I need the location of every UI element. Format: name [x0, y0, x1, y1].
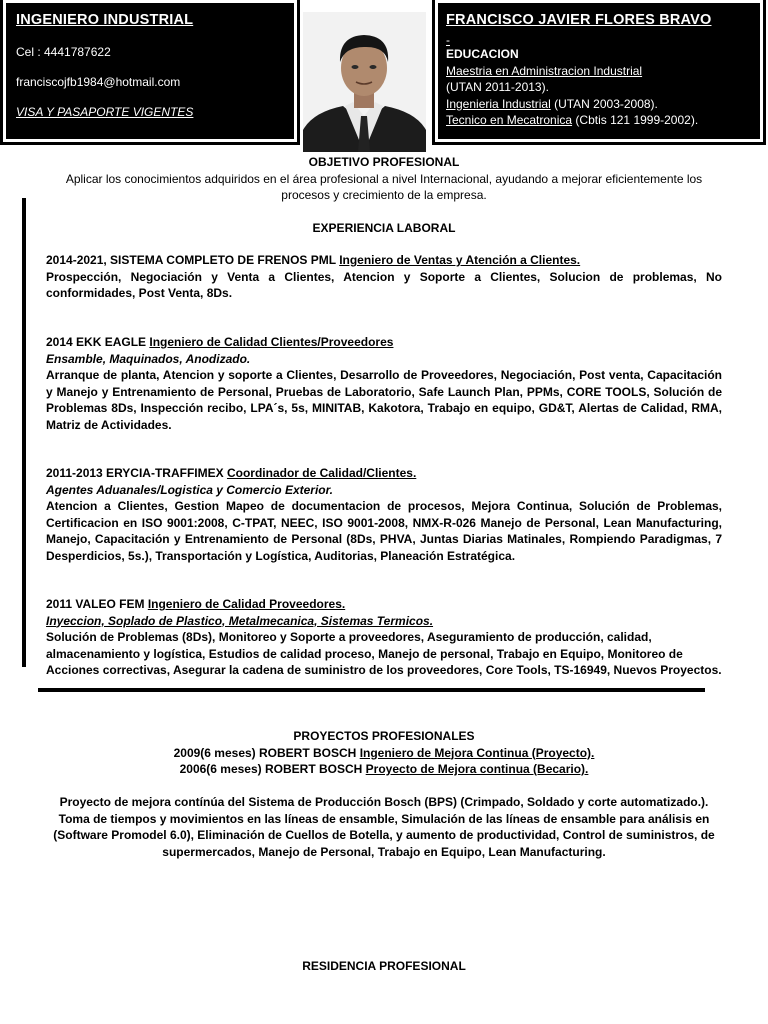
degree-title: Maestria en Administracion Industrial: [446, 63, 643, 78]
education-label: EDUCACION: [446, 47, 519, 61]
project-role: Ingeniero de Mejora Continua (Proyecto).: [359, 745, 595, 760]
job-role: Ingeniero de Calidad Clientes/Proveedores: [149, 335, 394, 349]
residence-heading: RESIDENCIA PROFESIONAL: [302, 959, 466, 973]
project-prefix: 2006(6 meses) ROBERT BOSCH: [179, 762, 366, 776]
project-prefix: 2009(6 meses) ROBERT BOSCH: [173, 745, 360, 760]
job-subtitle: Ensamble, Maquinados, Anodizado.: [46, 351, 251, 366]
job-company: 2014 EKK EAGLE: [46, 335, 150, 349]
job-role: Ingeniero de Ventas y Atención a Clientes.: [339, 253, 581, 267]
job-subtitle: Inyeccion, Soplado de Plastico, Metalmecanica, Sistemas Termicos.: [46, 613, 434, 628]
vertical-divider: [22, 198, 26, 667]
horizontal-divider: [38, 688, 705, 692]
job-header: [46, 334, 722, 351]
profile-photo: [303, 12, 426, 152]
visa-status: VISA Y PASAPORTE VIGENTES: [16, 105, 194, 119]
degree-detail: (UTAN 2003-2008).: [550, 96, 658, 111]
projects-section: [46, 728, 722, 778]
job-header: [46, 465, 722, 482]
objective-heading: OBJETIVO PROFESIONAL: [308, 155, 460, 169]
separator-dash: -: [446, 33, 450, 47]
header-left-panel: [3, 0, 297, 142]
project-line: [46, 745, 722, 762]
job-header: [46, 596, 722, 613]
residence-section: [46, 958, 722, 975]
project-line: [46, 761, 722, 778]
email-address: franciscojfb1984@hotmail.com: [16, 75, 181, 89]
job-company: 2011 VALEO FEM: [46, 597, 148, 611]
education-item: [446, 96, 752, 113]
job-role: Ingeniero de Calidad Proveedores.: [147, 597, 346, 611]
education-item-detail: (UTAN 2011-2013).: [446, 80, 549, 94]
project-description: Proyecto de mejora contínúa del Sistema de Producción Bosch (BPS) (Crimpado, Soldado y corte automatizado.). Toma de tiempos y movimientos en las líneas de ensamble, Simulación de las líneas de ensamble para análisis en (Software Promodel 6.0), Eliminación de Cuellos de Botella, y aumento de productividad, Control de suministros, de supermercados, Manejo de Personal, Trabajo en Equipo, Lean Manufacturing.: [53, 795, 715, 859]
projects-heading: PROYECTOS PROFESIONALES: [293, 729, 475, 743]
degree-title: Tecnico en Mecatronica: [446, 113, 573, 127]
degree-title: Ingenieria Industrial: [446, 96, 551, 111]
job-description: Prospección, Negociación y Venta a Clientes, Atencion y Soporte a Clientes, Solucion de problemas, No conformidades, Post Venta, 8Ds.: [46, 269, 722, 300]
job-entry: [46, 465, 722, 564]
job-company: 2011-2013 ERYCIA-TRAFFIMEX: [46, 466, 227, 480]
job-description: Atencion a Clientes, Gestion Mapeo de documentacion de procesos, Mejora Continua, Solución de Problemas, Certificacion en ISO 9001:2008, C-TPAT, NEEC, ISO 9001-2008, NMX-R-026 Manejo de Personal, Lean Manufacturing, Manejo, Capacitación y Entrenamiento de Personal (8Ds, PHVA, Juntas Diarias Matinales, Rompiendo Paradigmas, 7 Desperdicios, 5s.), Transportación y Logística, Auditorias, Planeación Estratégica.: [46, 499, 722, 563]
experience-heading-wrap: [46, 220, 722, 237]
full-name: FRANCISCO JAVIER FLORES BRAVO: [446, 12, 712, 28]
job-entry: [46, 334, 722, 433]
job-description: Solución de Problemas (8Ds), Monitoreo y Soporte a proveedores, Aseguramiento de producción, calidad, almacenamiento y logística, Estudios de calidad proceso, Manejo de personal, Trabajo en Equipo, Monitoreo de Acciones correctivas, Asegurar la cadena de suministro de los proveedores, Core Tools, TS-16949, Nuevos Proyectos.: [46, 630, 722, 677]
person-portrait-icon: [303, 12, 426, 152]
job-role: Coordinador de Calidad/Clientes.: [226, 466, 417, 480]
experience-heading: EXPERIENCIA LABORAL: [312, 221, 456, 235]
job-header: [46, 252, 722, 269]
job-title: INGENIERO INDUSTRIAL: [16, 12, 194, 28]
project-role: Proyecto de Mejora continua (Becario).: [365, 762, 589, 776]
job-company: 2014-2021, SISTEMA COMPLETO DE FRENOS PML: [46, 253, 340, 267]
job-entry: [46, 596, 722, 679]
phone-number: Cel : 4441787622: [16, 45, 111, 59]
degree-detail: (Cbtis 121 1999-2002).: [572, 113, 699, 127]
objective-text: Aplicar los conocimientos adquiridos en el área profesional a nivel Internacional, ayudando a mejorar eficientemente los procesos y crecimiento de la empresa.: [65, 171, 703, 202]
job-entry: [46, 252, 722, 302]
education-item: [446, 63, 752, 80]
education-item: [446, 112, 752, 129]
job-description: Arranque de planta, Atencion y soporte a Clientes, Desarrollo de Proveedores, Negociación, Post venta, Capacitación y Manejo y Entrenamiento de Personal, Pruebas de Laboratorio, Safe Launch Plan, PPMs, CORE TOOLS, Solución de Problemas 8Ds, Inspección recibo, LPA´s, 5s, MINITAB, Kakotora, Trabajo en equipo, GD&T, Alertas de Calidad, RMA, Matriz de Actividades.: [46, 368, 722, 432]
objective-section: [46, 154, 722, 204]
job-subtitle: Agentes Aduanales/Logistica y Comercio Exterior.: [46, 482, 333, 497]
header-right-panel: [435, 0, 763, 142]
